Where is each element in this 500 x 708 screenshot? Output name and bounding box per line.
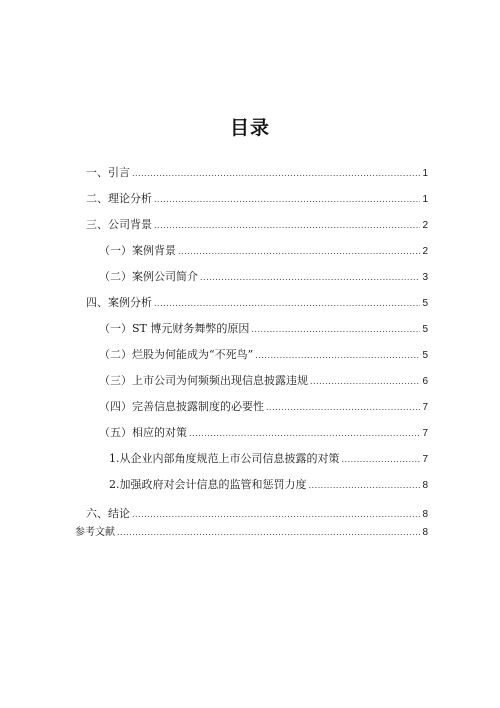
toc-entry-label: 2.加强政府对会计信息的监管和惩罚力度	[109, 478, 307, 491]
toc-entry-label: （二）案例公司简介	[99, 270, 198, 283]
toc-entry-countermeasures[interactable]	[99, 425, 428, 441]
toc-leader-dots	[266, 400, 420, 416]
toc-leader-dots	[310, 374, 420, 390]
toc-leader-dots	[342, 452, 421, 468]
toc-page-number: 2	[422, 246, 428, 257]
toc-entry-immortal-stock[interactable]	[99, 347, 428, 363]
toc-entry-fraud-causes[interactable]	[99, 321, 428, 337]
toc-leader-dots	[200, 270, 420, 286]
toc-entry-references[interactable]	[75, 525, 428, 541]
toc-entry-case-background[interactable]	[99, 243, 428, 259]
page-title: 目录	[229, 117, 270, 139]
toc-entry-company-profile[interactable]	[99, 269, 428, 285]
toc-entry-label: （三）上市公司为何频频出现信息披露违规	[99, 374, 308, 387]
toc-page-number: 7	[422, 402, 428, 413]
toc-entry-label: 四、案例分析	[86, 296, 152, 309]
toc-leader-dots	[255, 348, 420, 364]
toc-page-number: 7	[422, 428, 428, 439]
toc-page-number: 7	[422, 454, 428, 465]
toc-page-number: 1	[422, 168, 428, 179]
toc-leader-dots	[154, 192, 420, 208]
toc-leader-dots	[132, 166, 420, 182]
toc-page-number: 3	[422, 272, 428, 283]
toc-entry-label: （一）ST 博元财务舞弊的原因	[99, 322, 250, 335]
toc-leader-dots	[154, 296, 420, 312]
toc-leader-dots	[178, 244, 420, 260]
toc-leader-dots	[154, 218, 420, 234]
toc-page-number: 6	[422, 376, 428, 387]
toc-entry-label: 参考文献	[75, 527, 115, 538]
toc-leader-dots	[189, 426, 420, 442]
toc-page-number: 8	[422, 480, 428, 491]
toc-entry-disclosure-violations[interactable]	[99, 373, 428, 389]
toc-entry-label: （五）相应的对策	[99, 426, 187, 439]
toc-entry-label: 六、结论	[86, 507, 130, 520]
toc-leader-dots	[132, 507, 420, 523]
toc-entry-label: （一）案例背景	[99, 244, 176, 257]
toc-entry-label: 三、公司背景	[86, 218, 152, 231]
toc-entry-company-background[interactable]	[86, 217, 428, 233]
toc-entry-case-analysis[interactable]	[86, 295, 428, 311]
toc-leader-dots	[251, 322, 420, 338]
toc-entry-label: （四）完善信息披露制度的必要性	[99, 400, 264, 413]
toc-page-number: 2	[422, 220, 428, 231]
toc-entry-conclusion[interactable]	[86, 506, 428, 522]
toc-page-number: 8	[422, 527, 428, 538]
toc-entry-label: 二、理论分析	[86, 192, 152, 205]
toc-entry-label: 一、引言	[86, 166, 130, 179]
toc-page-number: 5	[422, 350, 428, 361]
toc-entry-label: （二）烂股为何能成为“不死鸟”	[99, 348, 254, 361]
toc-leader-dots	[309, 478, 421, 494]
toc-entry-label: 1.从企业内部角度规范上市公司信息披露的对策	[109, 452, 340, 465]
toc-entry-disclosure-necessity[interactable]	[99, 399, 428, 415]
toc-page-number: 1	[422, 194, 428, 205]
toc-entry-government-supervision[interactable]	[109, 477, 428, 493]
toc-entry-internal-measures[interactable]	[109, 451, 428, 467]
toc-page-number: 5	[422, 298, 428, 309]
toc-page-number: 5	[422, 324, 428, 335]
toc-leader-dots	[117, 525, 420, 541]
toc-page-number: 8	[422, 509, 428, 520]
toc-entry-introduction[interactable]	[86, 165, 428, 181]
toc-entry-theory[interactable]	[86, 191, 428, 207]
